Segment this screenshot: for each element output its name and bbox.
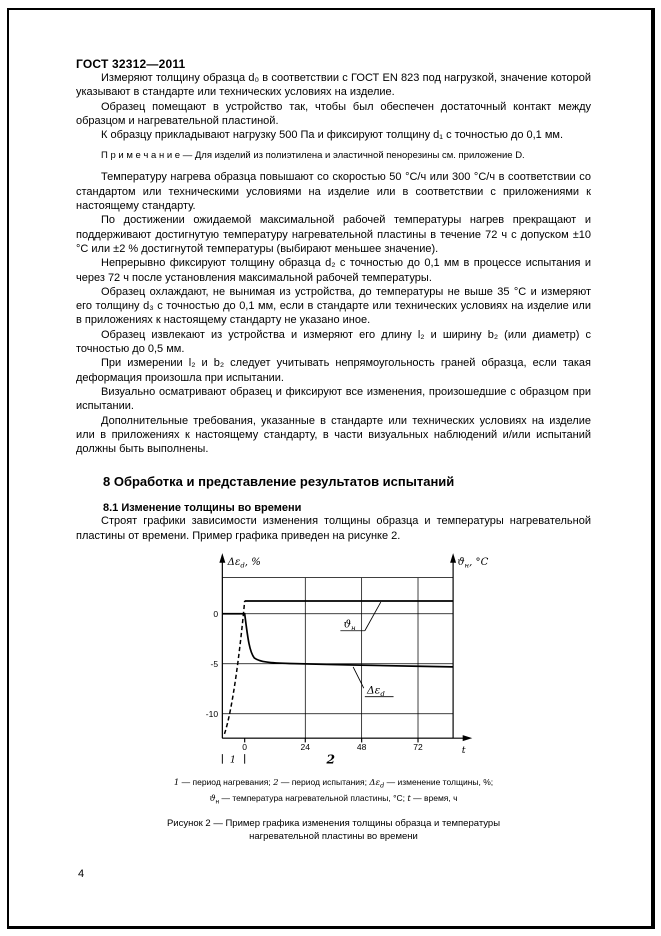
y-tick: -10 [205,708,218,719]
paragraph: Визуально осматривают образец и фиксируют все изменения, произошедшие с образцом при испытании. [76,385,591,413]
thickness-curve-label: $\Delta\varepsilon_d$ [366,683,385,699]
paragraph: Образец извлекают из устройства и измеряют его длину l₂ и ширину b₂ (или диаметр) с точностью до 0,5 мм. [76,328,591,356]
right-axis-title: $ϑ_н$, °С [456,556,488,570]
paragraph: Образец охлаждают, не вынимая из устройства, до температуры не выше 35 °С и измеряют его толщину d₃ с точностью до 0,1 мм, если в стандарте или технических условиях на изделие или в приложениях к настоящему стандарту не указано иное. [76,285,591,327]
thickness-curve [222,614,453,667]
axis-arrow-icons [219,553,472,741]
paragraph: Дополнительные требования, указанные в стандарте или технических условиях на изделие или в приложениях к настоящему стандарту, в части визуальных наблюдений и/или испытаний должны быть выполнены. [76,414,591,456]
y-tick: 0 [212,608,218,619]
x-tick: 0 [241,741,247,752]
figure-legend-line2: $ϑ_н$ — температура нагревательной пластины, °С; t — время, ч [209,792,458,806]
temperature-curve-label: $ϑ_н$ [343,617,356,633]
x-tick: 72 [412,741,423,752]
section-heading: 8 Обработка и представление результатов испытаний [103,474,455,490]
paragraph: Температуру нагрева образца повышают со скоростью 50 °С/ч или 300 °С/ч в соответствии со стандартом или техническими условиями на изделие или в соответствии с приложениями к настоящему стандарту. [76,171,591,213]
doc-number: ГОСТ 32312—2011 [76,57,186,71]
paragraph: Образец помещают в устройство так, чтобы был обеспечен достаточный контакт между образцом и нагревательной пластиной. [76,100,591,127]
axes [222,561,466,743]
y-tick: -5 [210,658,218,669]
paragraph: Измеряют толщину образца d₀ в соответствии с ГОСТ EN 823 под нагрузкой, значение которой указывают в стандарте или технических условиях на изделие. [76,72,591,99]
x-tick: 48 [356,741,366,752]
period-2-label: 2 [326,752,335,767]
x-axis-variable: t [461,745,466,757]
figure-2-chart [169,551,499,769]
figure-legend-line1: 1 — период нагревания; 2 — период испытания; $\Delta\varepsilon_d$ — изменение толщины, %; [173,777,494,790]
figure-caption-line2: нагревательной пластины во времени [249,831,418,843]
paragraph: К образцу прикладывают нагрузку 500 Па и фиксируют толщину d₁ с точностью до 0,1 мм. [101,129,564,142]
left-axis-title: $\Delta\varepsilon_d$, % [227,556,261,570]
figure-legend [76,776,591,808]
note: П р и м е ч а н и е — Для изделий из полиэтилена и эластичной пенорезины см. приложение D. [101,150,525,162]
figure-2 [76,551,591,843]
subsection-heading: 8.1 Изменение толщины во времени [103,502,302,515]
paragraph: По достижении ожидаемой максимальной рабочей температуры нагрев прекращают и поддерживают достигнутую температуру нагревательной пластины в течение 72 ч с допуском ±10 °С или ±2 % достигнутой температуры (выбирают меньшее значение). [76,214,591,255]
period-1-label: 1 [229,754,236,766]
paragraph: Строят графики зависимости изменения толщины образца и температуры нагревательной пластины от времени. Пример графика приведен на рисунке 2. [76,515,591,542]
paragraph: При измерении l₂ и b₂ следует учитывать непрямоугольность граней образца, если такая деформация произошла при испытании. [76,357,591,384]
paragraph: Непрерывно фиксируют толщину образца d₂ с точностью до 0,1 мм в процессе испытания и через 72 ч после установления максимальной рабочей температуры. [76,257,591,284]
document-page [76,0,591,843]
figure-caption [76,817,591,843]
x-tick: 24 [300,741,310,752]
page-number: 4 [78,868,85,880]
figure-caption-line1: Рисунок 2 — Пример графика изменения толщины образца и температуры [166,818,501,830]
